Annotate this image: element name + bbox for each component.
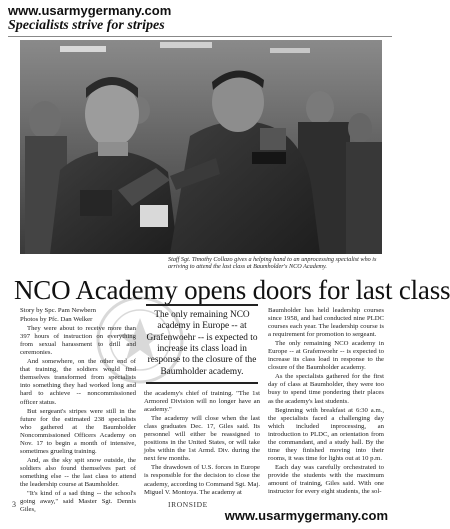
article-photo [20,40,382,254]
pull-quote [146,304,258,384]
article-column-2 [144,390,260,498]
article-column-3 [268,307,384,497]
photo-credit: Photos by Pfc. Dan Welker [20,316,93,324]
paragraph: And somewhere, on the other end of that training, the soldiers would find themselves transformed from specialists into something they had worked long and hard to achieve -- noncommissioned officer status. [20,358,136,406]
byline: Story by Spc. Pam Newbern [20,307,96,314]
paragraph: Baumholder has held leadership courses since 1958, and had conducted nine PLDC courses each year. The leadership course is a requirement for promotion to sergeant. [268,307,384,339]
publication-name: IRONSIDE [168,500,208,509]
section-title: Specialists strive for stripes [8,18,165,33]
pull-quote-text: The only remaining NCO academy in Europe -- at Grafenwoehr -- is expected to increase its class load in response to the closure of the Baumholder academy. [146,309,258,377]
website-footer[interactable]: www.usarmygermany.com [224,508,388,523]
paragraph: The academy will close when the last class graduates Dec. 17, Giles said. Its personnel will either be reassigned to positions in the United States, or will take jobs within the 1st Armd. Div. during the next few months. [144,415,260,463]
article-headline: NCO Academy opens doors for last class [14,275,450,305]
paragraph: As the specialists gathered for the first day of class at Baumholder, they were too busy to spend time pondering their places as the academy's last students. [268,373,384,405]
paragraph: And, as the sky spit snow outside, the soldiers also found themselves part of something else -- the last class to attend the leadership course at Baumholder. [20,456,136,488]
paragraph: But sergeant's stripes were still in the future for the estimated 238 specialists who gathered at the Baumholder Noncommissioned Officers Academy on Nov. 17 to begin a month of intensive, sometimes grueling training. [20,407,136,455]
paragraph: Beginning with breakfast at 6:30 a.m., the specialists faced a challenging day which included inprocessing, an introduction to PLDC, an orientation from the commandant, and a study hall. By the time they finished moving into their rooms, it was time for lights out at 10 p.m. [268,406,384,462]
paragraph: "It's kind of a sad thing -- the school's going away," said Master Sgt. Dennis Giles, [20,490,136,514]
page-number: 3 [12,500,16,509]
photo-caption: Staff Sgt. Timothy Collazo gives a helping hand to an unprocessing specialist who is arriving to attend the last class at Baumholder's NCO Academy. [168,256,377,271]
paragraph: Each day was carefully orchestrated to provide the students with the maximum amount of training, Giles said. With one instructor for every eight students, the sol- [268,463,384,496]
paragraph: The only remaining NCO academy in Europe -- at Grafenwoehr -- is expected to increase its class load in response to the closure of the Baumholder academy. [268,340,384,372]
paragraph: They were about to receive more than 397 hours of instruction on everything from sexual harassment to drill and ceremonies. [20,325,136,357]
paragraph: The drawdown of U.S. forces in Europe is responsible for the decision to close the academy, according to Command Sgt. Maj. Miguel V. Montoya. The academy at [144,464,260,496]
article-column-1 [20,307,136,515]
website-header[interactable]: www.usarmygermany.com [8,3,172,18]
paragraph: the academy's chief of training. "The 1st Armored Division will no longer have an academy." [144,390,260,414]
header-rule [8,36,392,37]
